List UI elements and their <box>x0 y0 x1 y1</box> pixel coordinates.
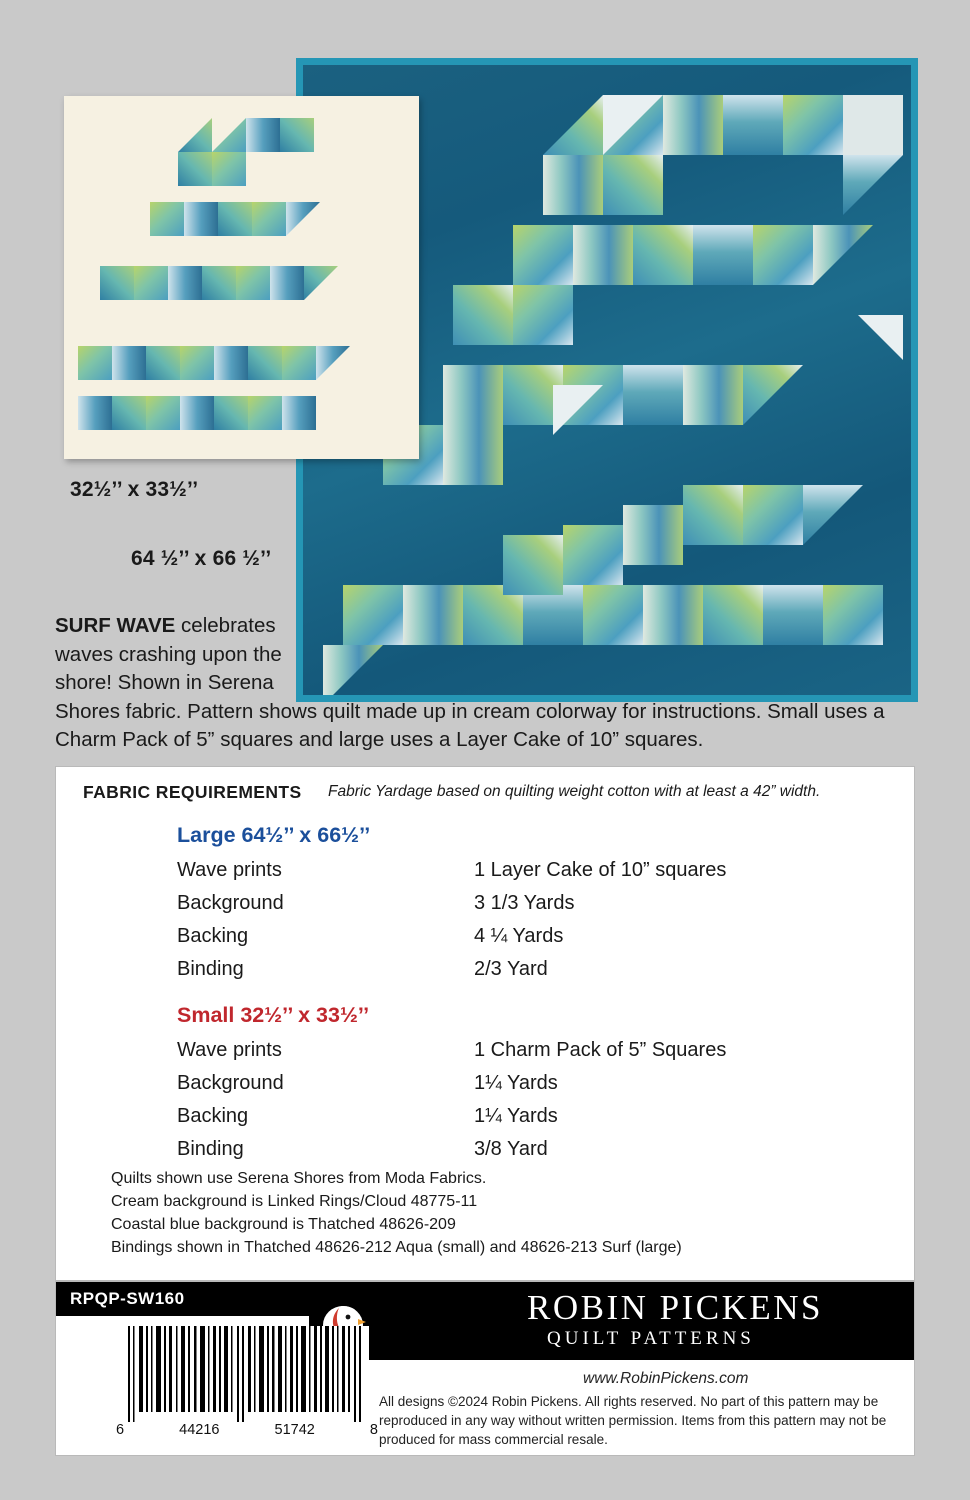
small-quilt-image <box>64 96 419 459</box>
large-row-value-background: 3 1/3 Yards <box>474 892 575 914</box>
fabric-fineprint <box>111 1167 682 1259</box>
blurb-line-2: waves crashing upon the <box>55 642 282 666</box>
barcode-digits <box>116 1422 378 1438</box>
blurb-line-3: shore! Shown in Serena <box>55 671 274 694</box>
large-row-value-binding: 2/3 Yard <box>474 958 548 980</box>
small-quilt-dimensions: 32½’’ x 33½’’ <box>70 478 199 501</box>
small-row-value-backing: 1¼ Yards <box>474 1105 558 1127</box>
barcode-digit-2: 51742 <box>274 1422 315 1438</box>
barcode-digit-3: 8 <box>369 1422 378 1438</box>
small-row-label-backing: Backing <box>177 1105 249 1127</box>
small-row-label-background: Background <box>177 1072 284 1094</box>
small-row-value-wave-prints: 1 Charm Pack of 5” Squares <box>474 1039 727 1061</box>
small-row-label-wave-prints: Wave prints <box>177 1039 282 1061</box>
large-row-label-binding: Binding <box>177 958 244 980</box>
footer-panel <box>55 1281 915 1456</box>
large-row-label-backing: Backing <box>177 925 249 947</box>
fabric-requirements-panel <box>55 766 915 1281</box>
fineprint-line-3: Coastal blue background is Thatched 48626-209 <box>111 1216 456 1233</box>
large-row-value-backing: 4 ¼ Yards <box>474 925 564 947</box>
small-row-value-background: 1¼ Yards <box>474 1072 558 1094</box>
large-row-label-wave-prints: Wave prints <box>177 859 282 881</box>
copyright-text: All designs ©2024 Robin Pickens. All rights reserved. No part of this pattern may be reproduced in any way without written permission. Items from this pattern may not be produced for mass commercial resale. <box>379 1394 887 1447</box>
brand-name: ROBIN PICKENS <box>527 1288 824 1327</box>
sku-code: RPQP-SW160 <box>56 1282 309 1316</box>
panel-title: FABRIC REQUIREMENTS <box>83 782 302 802</box>
small-quilt-wave-motifs <box>64 96 419 459</box>
small-section-heading: Small 32½’’ x 33½’’ <box>177 1003 370 1027</box>
large-row-value-wave-prints: 1 Layer Cake of 10” squares <box>474 859 727 881</box>
large-row-label-background: Background <box>177 892 284 914</box>
small-row-value-binding: 3/8 Yard <box>474 1138 548 1160</box>
product-name: SURF WAVE <box>55 614 176 637</box>
brand-website: www.RobinPickens.com <box>583 1370 749 1387</box>
large-quilt-dimensions: 64 ½’’ x 66 ½’’ <box>131 547 272 570</box>
fineprint-line-1: Quilts shown use Serena Shores from Moda Fabrics. <box>111 1170 487 1187</box>
large-section-heading: Large 64½’’ x 66½’’ <box>177 823 371 847</box>
fineprint-line-2: Cream background is Linked Rings/Cloud 48775-11 <box>111 1193 478 1210</box>
blurb-line-1: celebrates <box>175 614 276 637</box>
barcode-digit-0: 6 <box>116 1422 125 1438</box>
barcode-digit-1: 44216 <box>179 1422 220 1438</box>
barcode-icon <box>124 1326 369 1422</box>
brand-subtitle: QUILT PATTERNS <box>547 1328 755 1349</box>
panel-note: Fabric Yardage based on quilting weight cotton with at least a 42” width. <box>328 783 821 800</box>
small-row-label-binding: Binding <box>177 1138 244 1160</box>
blurb-rest: Shores fabric. Pattern shows quilt made up in cream colorway for instructions. Small uses a Charm Pack of 5” squares and large uses a Layer Cake of 10” squares. <box>55 699 885 751</box>
description-paragraph <box>55 612 900 755</box>
fineprint-line-4: Bindings shown in Thatched 48626-212 Aqua (small) and 48626-213 Surf (large) <box>111 1239 682 1256</box>
